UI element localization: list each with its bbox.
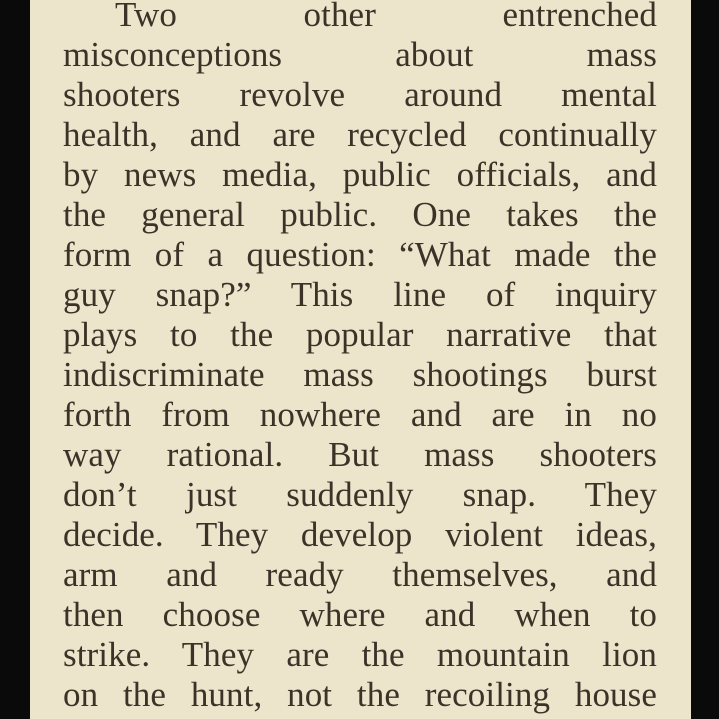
right-letterbox-bar (691, 0, 719, 719)
text-line: then choose where and when to (63, 595, 657, 634)
text-line: arm and ready themselves, and (63, 555, 657, 594)
text-line: decide. They develop violent ideas, (63, 515, 657, 554)
text-line: health, and are recycled continually (63, 115, 657, 154)
text-line: form of a question: “What made the (63, 235, 657, 274)
text-line: guy snap?” This line of inquiry (63, 275, 657, 314)
text-line: don’t just suddenly snap. They (63, 475, 657, 514)
text-line: shooters revolve around mental (63, 75, 657, 114)
text-line: way rational. But mass shooters (63, 435, 657, 474)
text-line: the general public. One takes the (63, 195, 657, 234)
text-line: strike. They are the mountain lion (63, 635, 657, 674)
text-line: indiscriminate mass shootings burst (63, 355, 657, 394)
ebook-page[interactable] (30, 0, 691, 719)
text-line: Two other entrenched (115, 0, 657, 34)
text-line: plays to the popular narrative that (63, 315, 657, 354)
text-line: on the hunt, not the recoiling house (63, 675, 657, 714)
text-line: forth from nowhere and are in no (63, 395, 657, 434)
text-line: by news media, public officials, and (63, 155, 657, 194)
text-line: misconceptions about mass (63, 35, 657, 74)
left-letterbox-bar (0, 0, 30, 719)
page-text-column (30, 0, 691, 715)
